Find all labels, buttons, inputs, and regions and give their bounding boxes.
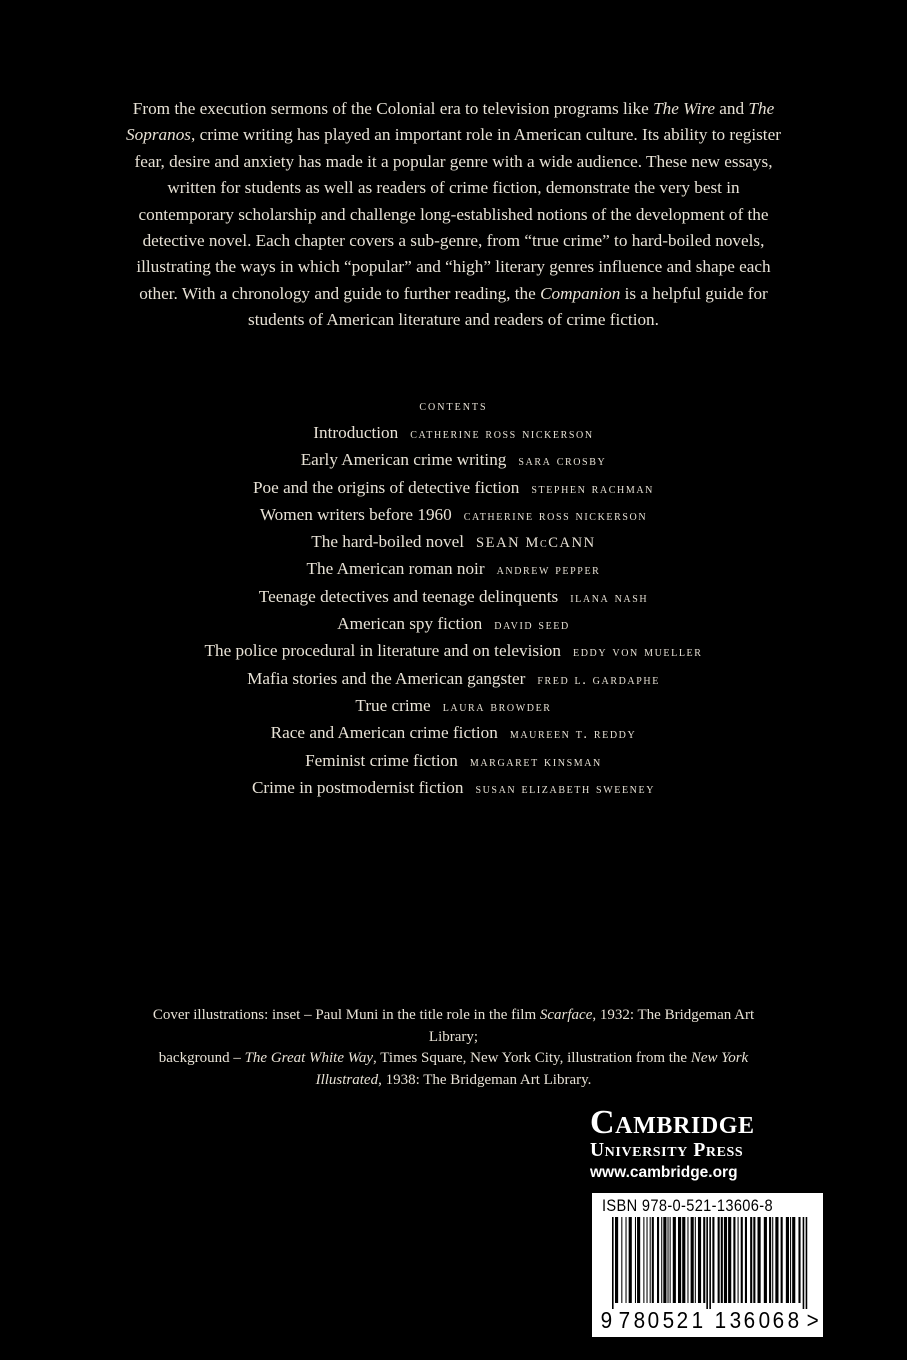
toc-title: The American roman noir [306, 559, 485, 579]
barcode-bar [673, 1217, 676, 1303]
barcode-bar [637, 1217, 640, 1303]
barcode-bar [668, 1217, 669, 1303]
barcode-bar [733, 1217, 735, 1303]
barcode-bar [750, 1217, 752, 1303]
barcode-bar [652, 1217, 654, 1303]
ean-digit: 1 [691, 1307, 704, 1333]
toc-title: Early American crime writing [300, 450, 507, 470]
table-of-contents [0, 420, 907, 802]
toc-entry [0, 529, 907, 556]
ean-digit: 6 [773, 1307, 785, 1333]
toc-entry [0, 611, 907, 638]
toc-author: fred l. gardaphe [537, 671, 660, 688]
toc-entry [0, 420, 907, 447]
toc-title: Women writers before 1960 [259, 504, 452, 524]
barcode-guard-bar [706, 1217, 708, 1309]
toc-title: Teenage detectives and teenage delinquents [258, 586, 559, 606]
ean-digit: 0 [647, 1307, 660, 1333]
toc-entry [0, 748, 907, 775]
barcode-bar [764, 1217, 767, 1303]
toc-entry [0, 720, 907, 747]
text-run: and [715, 99, 749, 118]
back-cover-blurb [120, 96, 787, 334]
barcode-guard-bar [803, 1217, 805, 1309]
toc-entry [0, 584, 907, 611]
italic-title: The Sopranos [126, 99, 775, 145]
toc-entry [0, 666, 907, 693]
barcode-bar [626, 1217, 627, 1303]
barcode-bar [718, 1217, 720, 1303]
toc-title: Feminist crime fiction [305, 750, 458, 770]
barcode-icon [592, 1217, 823, 1309]
ean-digit: 8 [633, 1307, 645, 1333]
toc-entry [0, 475, 907, 502]
barcode-bar [724, 1217, 727, 1303]
italic-title: Scarface [539, 1007, 593, 1023]
italic-title: The Wire [653, 99, 715, 118]
contents-heading: contents [419, 398, 488, 414]
italic-title: New York Illustrated [315, 1050, 749, 1088]
barcode-bar [687, 1217, 688, 1303]
barcode-bar [712, 1217, 714, 1303]
toc-author: susan elizabeth sweeney [475, 780, 656, 797]
toc-title: Introduction [313, 423, 399, 442]
ean-digit: 2 [677, 1307, 689, 1333]
barcode-bar [775, 1217, 778, 1303]
barcode-bar [790, 1217, 791, 1303]
barcode-bar [786, 1217, 789, 1303]
toc-author: david seed [494, 617, 570, 634]
toc-entry [0, 556, 907, 583]
toc-title: American spy fiction [337, 614, 483, 634]
toc-author: eddy von mueller [573, 644, 703, 661]
ean-digit: 3 [729, 1307, 741, 1333]
ean-digit: 9 [600, 1307, 613, 1333]
barcode-bar [621, 1217, 622, 1303]
toc-author: SEAN McCANN [475, 535, 596, 552]
ean-digit: 7 [618, 1307, 631, 1333]
barcode-guard-bar [709, 1217, 711, 1309]
barcode-bar [695, 1217, 696, 1303]
barcode-bar [661, 1217, 662, 1303]
text-run: , 1932: The Bridgeman Art Library; [428, 1007, 755, 1045]
barcode-bar [758, 1217, 761, 1303]
toc-entry [0, 638, 907, 665]
toc-entry [0, 502, 907, 529]
text-run: , 1938: The Bridgeman Art Library. [378, 1071, 592, 1088]
barcode-bar [738, 1217, 739, 1303]
barcode-bar [650, 1217, 651, 1303]
barcode-guard-bar [612, 1217, 614, 1309]
barcode-bar [792, 1217, 795, 1303]
toc-author: catherine ross nickerson [410, 426, 594, 442]
toc-title: The hard-boiled novel [311, 532, 464, 552]
ean-digit: 5 [662, 1307, 674, 1333]
ean-digits [592, 1306, 823, 1334]
barcode-bar [657, 1217, 659, 1303]
toc-entry [0, 693, 907, 720]
barcode-bar [772, 1217, 773, 1303]
toc-author: stephen rachman [531, 480, 654, 497]
text-run: is a helpful guide for students of American literature and readers of crime fiction. [248, 283, 768, 330]
cover-credits [150, 1005, 757, 1091]
barcode-bar [798, 1217, 800, 1303]
text-run: From the execution sermons of the Colonial era to television programs like [132, 99, 654, 118]
barcode-bar [753, 1217, 755, 1303]
toc-author: catherine ross nickerson [463, 507, 648, 524]
text-run: background – [158, 1050, 245, 1066]
publisher-subtitle: University Press [590, 1140, 744, 1161]
credits-paragraph [150, 1005, 757, 1091]
barcode-bar [647, 1217, 648, 1303]
toc-title: Crime in postmodernist fiction [251, 777, 464, 797]
barcode-guard-bar [806, 1217, 808, 1309]
toc-author: laura browder [442, 698, 552, 715]
barcode-bar [728, 1217, 731, 1303]
publisher-url: www.cambridge.org [590, 1164, 738, 1181]
publisher-logo [590, 1106, 830, 1184]
barcode-bar [769, 1217, 771, 1303]
barcode-bar [678, 1217, 681, 1303]
barcode-bar [698, 1217, 701, 1303]
barcode-bar [781, 1217, 783, 1303]
blurb-paragraph [120, 96, 787, 334]
barcode-bar [635, 1217, 636, 1303]
barcode-box [592, 1193, 823, 1337]
toc-author: ilana nash [570, 589, 649, 606]
barcode-bar [629, 1217, 632, 1303]
ean-digit: 6 [743, 1307, 756, 1333]
italic-title: Companion [540, 283, 621, 303]
italic-title: The Great White Way [244, 1050, 374, 1066]
barcode-bar [663, 1217, 666, 1303]
isbn-label: ISBN 978-0-521-13606-8 [602, 1196, 773, 1215]
barcode-bar [721, 1217, 723, 1303]
barcode-bar [643, 1217, 644, 1303]
ean-digit: 1 [714, 1307, 727, 1333]
ean-digit: 8 [787, 1307, 800, 1333]
publisher-name: Cambridge [590, 1104, 755, 1141]
barcode-bar [670, 1217, 671, 1303]
barcode-bar [615, 1217, 618, 1303]
barcode-bar [691, 1217, 694, 1303]
toc-title: Poe and the origins of detective fiction [253, 477, 520, 497]
barcode-bar [745, 1217, 747, 1303]
ean-quiet-zone-marker: > [806, 1307, 819, 1333]
toc-title: Race and American crime fiction [270, 723, 498, 743]
toc-author: margaret kinsman [469, 753, 602, 770]
barcode-bar [703, 1217, 705, 1303]
toc-title: True crime [355, 695, 431, 715]
ean-digit: 0 [758, 1307, 770, 1333]
toc-title: The police procedural in literature and on television [204, 641, 561, 661]
toc-author: sara crosby [518, 453, 607, 470]
toc-author: maureen t. reddy [509, 726, 637, 743]
text-run: , crime writing has played an important role in American culture. Its ability to register fear, desire and anxiety has made it a popular genre with a wide audience. These new essays, written for students as well as readers of crime fiction, demonstrate the very best in contemporary scholarship and challenge long-established notions of the development of the detective novel. Each chapter covers a sub-genre, from “true crime” to hard-boiled novels, illustrating the ways in which “popular” and “high” literary genres influence and shape each other. With a chronology and guide to further reading, the [134, 125, 781, 303]
barcode-bar [682, 1217, 685, 1303]
toc-author: andrew pepper [496, 562, 601, 579]
toc-entry [0, 447, 907, 474]
toc-entry [0, 775, 907, 802]
barcode-bar [741, 1217, 743, 1303]
toc-title: Mafia stories and the American gangster [247, 668, 526, 688]
text-run: Cover illustrations: inset – Paul Muni in the title role in the film [152, 1007, 540, 1023]
text-run: , Times Square, New York City, illustration from the [373, 1050, 691, 1066]
